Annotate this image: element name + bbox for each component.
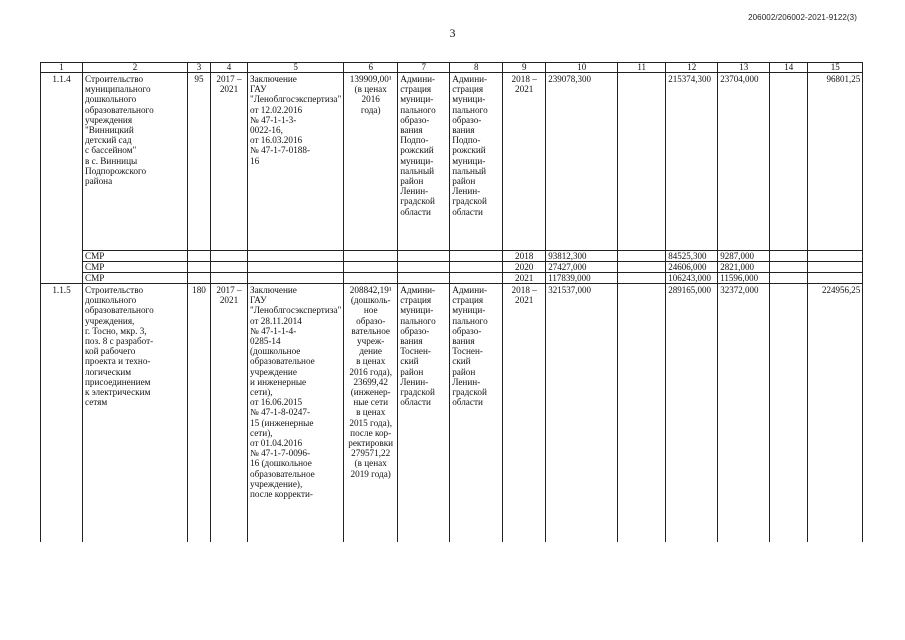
object-name: Строительство муниципального дошкольного образовательного учреждения "Винницкий детский сад с бассейном" в с. Винницы Подпорожского района xyxy=(83,73,188,251)
col-header-7: 7 xyxy=(398,63,450,73)
smr-regional: 24606,000 xyxy=(666,262,718,273)
capacity: 180 xyxy=(188,284,211,542)
total-amount: 321537,000 xyxy=(546,284,618,542)
local-budget: 23704,000 xyxy=(718,73,770,251)
col-header-13: 13 xyxy=(718,63,770,73)
financing-period: 2018 – 2021 xyxy=(503,73,546,251)
smr-label: СМР xyxy=(83,262,188,273)
smr-local: 9287,000 xyxy=(718,251,770,262)
col-15-value: 96801,25 xyxy=(808,73,863,251)
financing-period: 2018 – 2021 xyxy=(503,284,546,542)
document-id: 206002/206002-2021-9122(3) xyxy=(748,13,857,22)
table-row-smr xyxy=(41,273,863,284)
col-header-6: 6 xyxy=(344,63,398,73)
developer: Админи- страция муници- пального образо- вания Тоснен- ский район Ленин- градской области xyxy=(450,284,503,542)
row-number: 1.1.5 xyxy=(41,284,83,542)
col-header-5: 5 xyxy=(248,63,344,73)
page-number: 3 xyxy=(449,26,456,40)
col-header-8: 8 xyxy=(450,63,503,73)
smr-regional: 84525,300 xyxy=(666,251,718,262)
period: 2017 – 2021 xyxy=(211,73,248,251)
row-number: 1.1.4 xyxy=(41,73,83,284)
col-14-value xyxy=(770,284,808,542)
smr-label: СМР xyxy=(83,273,188,284)
col-header-14: 14 xyxy=(770,63,808,73)
expertise-conclusion: Заключение ГАУ "Леноблгосэкспертиза" от 12.02.2016 № 47-1-1-3- 0022-16, от 16.03.2016 № 47-1-7-0188- 16 xyxy=(248,73,344,251)
smr-year: 2021 xyxy=(503,273,546,284)
smr-year: 2020 xyxy=(503,262,546,273)
object-name: Строительство дошкольного образовательного учреждения, г. Тосно, мкр. 3, поз. 8 с разработ- кой рабочего проекта и техно- логическим присоединением к электрическим сетям xyxy=(83,284,188,542)
total-amount: 239078,300 xyxy=(546,73,618,251)
developer: Админи- страция муници- пального образо- вания Подпо- рожский муници- пальный район Ленин- градской области xyxy=(450,73,503,251)
local-budget: 32372,000 xyxy=(718,284,770,542)
col-header-15: 15 xyxy=(808,63,863,73)
smr-local: 2821,000 xyxy=(718,262,770,273)
table-row-smr xyxy=(41,262,863,273)
smr-total: 117839,000 xyxy=(546,273,618,284)
col-header-2: 2 xyxy=(83,63,188,73)
table-row-1-1-4 xyxy=(41,73,863,251)
smr-regional: 106243,000 xyxy=(666,273,718,284)
col-header-12: 12 xyxy=(666,63,718,73)
estimated-cost: 208842,19¹ (дошколь- ное образо- вательное учреж- дение в ценах 2016 года), 23699,42 (инженер- ные сети в ценах 2015 года), после кор- ректировки 279571,22 (в ценах 2019 года) xyxy=(344,284,398,542)
smr-total: 93812,300 xyxy=(546,251,618,262)
col-header-3: 3 xyxy=(188,63,211,73)
col-header-11: 11 xyxy=(618,63,666,73)
col-header-1: 1 xyxy=(41,63,83,73)
col-15-value: 224956,25 xyxy=(808,284,863,542)
smr-label: СМР xyxy=(83,251,188,262)
period: 2017 – 2021 xyxy=(211,284,248,542)
col-header-10: 10 xyxy=(546,63,618,73)
customer: Админи- страция муници- пального образо- вания Тоснен- ский район Ленин- градской области xyxy=(398,284,450,542)
smr-local: 11596,000 xyxy=(718,273,770,284)
table-row-1-1-5 xyxy=(41,284,863,542)
capacity: 95 xyxy=(188,73,211,251)
program-table xyxy=(40,62,863,542)
col-14-value xyxy=(770,73,808,251)
table-row-smr xyxy=(41,251,863,262)
expertise-conclusion: Заключение ГАУ "Леноблгосэкспертиза" от 28.11.2014 № 47-1-1-4- 0285-14 (дошкольное образовательное учреждение и инженерные сети), от 16.06.2015 № 47-1-8-0247- 15 (инженерные сети), от 01.04.2016 № 47-1-7-0096- 16 (дошкольное образовательное учреждение), после корректи- xyxy=(248,284,344,542)
smr-total: 27427,000 xyxy=(546,262,618,273)
col-header-4: 4 xyxy=(211,63,248,73)
smr-year: 2018 xyxy=(503,251,546,262)
col-11-value xyxy=(618,284,666,542)
estimated-cost: 139909,00¹ (в ценах 2016 года) xyxy=(344,73,398,251)
regional-budget: 289165,000 xyxy=(666,284,718,542)
col-11-value xyxy=(618,73,666,251)
col-header-9: 9 xyxy=(503,63,546,73)
column-number-row xyxy=(41,63,863,73)
customer: Админи- страция муници- пального образо- вания Подпо- рожский муници- пальный район Ленин- градской области xyxy=(398,73,450,251)
regional-budget: 215374,300 xyxy=(666,73,718,251)
